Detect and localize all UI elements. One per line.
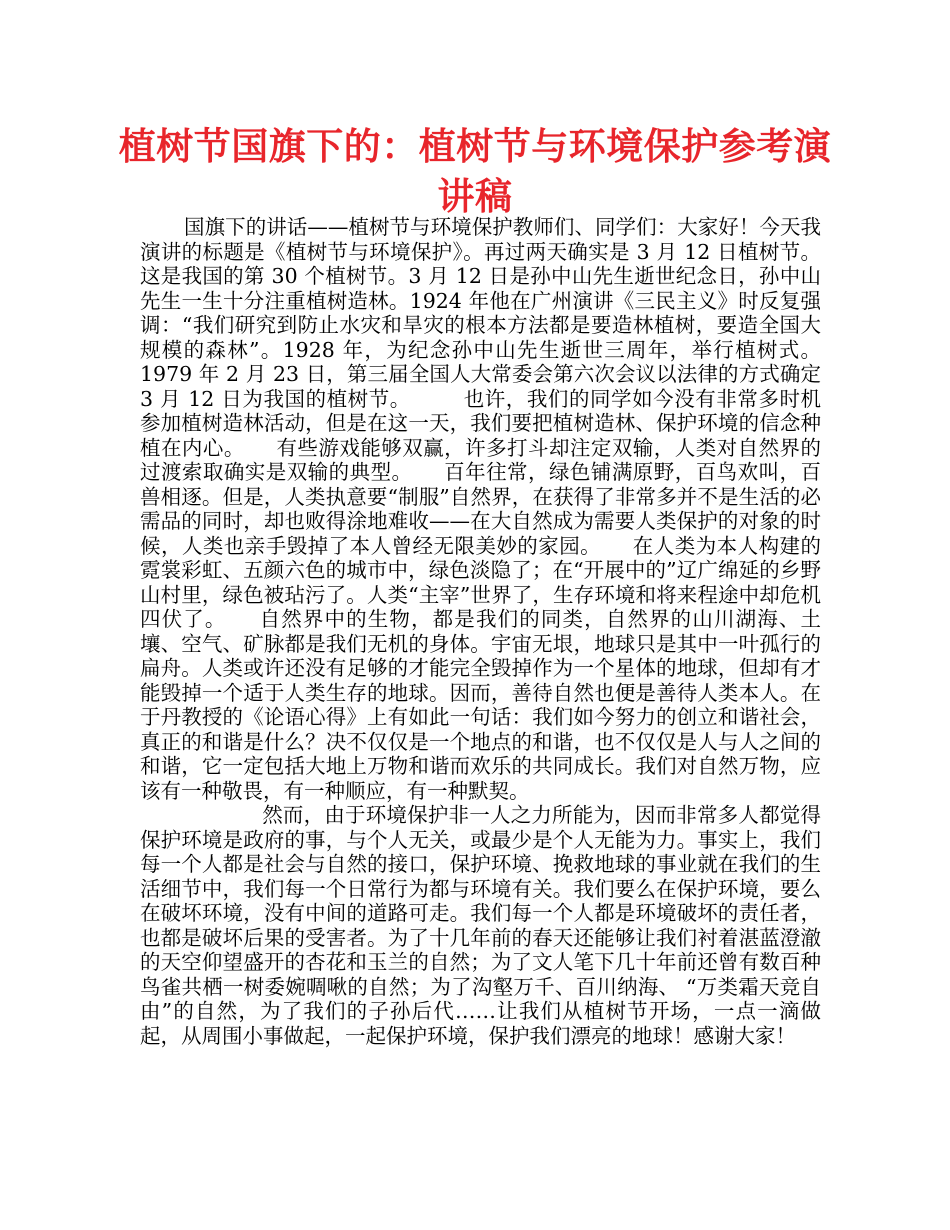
document-body [140,215,821,1048]
paragraph-1-text: 国旗下的讲话——植树节与环境保护教师们、同学们：大家好！今天我演讲的标题是《植树节与环境保护》。再过两天确实是 3 月 12 日植树节。这是我国的第 30 个植树节。3 月 12 日是孙中山先生逝世纪念日，孙中山先生一生十分注重植树造林。1924 年他在广州演讲《三民主义》时反复强调：“我们研究到防止水灾和旱灾的根本方法都是要造林植树，要造全国大规模的森林”。1928 年，为纪念孙中山先生逝世三周年，举行植树式。1979 年 2 月 23 日，第三届全国人大常委会第六次会议以法律的方式确定 3 月 12 日为我国的植树节。 也许，我们的同学如今没有非常多时机参加植树造林活动，但是在这一天，我们要把植树造林、保护环境的信念种植在内心。 有些游戏能够双赢，许多打斗却注定双输，人类对自然界的过渡索取确实是双输的典型。 百年往常，绿色铺满原野，百鸟欢叫，百兽相逐。但是，人类执意要“制服”自然界，在获得了非常多并不是生活的必需品的同时，却也败得涂地难收——在大自然成为需要人类保护的对象的时候，人类也亲手毁掉了本人曾经无限美妙的家园。 在人类为本人构建的霓裳彩虹、五颜六色的城市中，绿色淡隐了；在“开展中的”辽广绵延的乡野山村里，绿色被玷污了。人类“主宰”世界了，生存环境和将来程途中却危机四伏了。 自然界中的生物，都是我们的同类，自然界的山川湖海、土壤、空气、矿脉都是我们无机的身体。宇宙无垠，地球只是其中一叶孤行的扁舟。人类或许还没有足够的才能完全毁掉作为一个星体的地球，但却有才能毁掉一个适于人类生存的地球。因而，善待自然也便是善待人类本人。在于丹教授的《论语心得》上有如此一句话：我们如今努力的创立和谐社会，真正的和谐是什么？决不仅仅是一个地点的和谐，也不仅仅是人与人之间的和谐，它一定包括大地上万物和谐而欢乐的共同成长。我们对自然万物，应该有一种敬畏，有一种顺应，有一种默契。 [140,215,821,803]
paragraph-1 [140,215,821,803]
paragraph-2-text: 然而，由于环境保护非一人之力所能为，因而非常多人都觉得保护环境是政府的事，与个人无关，或最少是个人无能为力。事实上，我们每一个人都是社会与自然的接口，保护环境、挽救地球的事业就在我们的生活细节中，我们每一个日常行为都与环境有关。我们要么在保护环境，要么在破坏环境，没有中间的道路可走。我们每一个人都是环境破坏的责任者，也都是破坏后果的受害者。为了十几年前的春天还能够让我们衬着湛蓝澄澈的天空仰望盛开的杏花和玉兰的自然；为了文人笔下几十年前还曾有数百种鸟雀共栖一树委婉啁啾的自然；为了沟壑万千、百川纳海、 “万类霜天竞自由”的自然，为了我们的子孙后代……让我们从植树节开场，一点一滴做起，从周围小事做起，一起保护环境，保护我们漂亮的地球！感谢大家！ [140,803,821,1048]
document-title: 植树节国旗下的：植树节与环境保护参考演讲稿 [118,125,832,218]
paragraph-2 [140,803,821,1048]
